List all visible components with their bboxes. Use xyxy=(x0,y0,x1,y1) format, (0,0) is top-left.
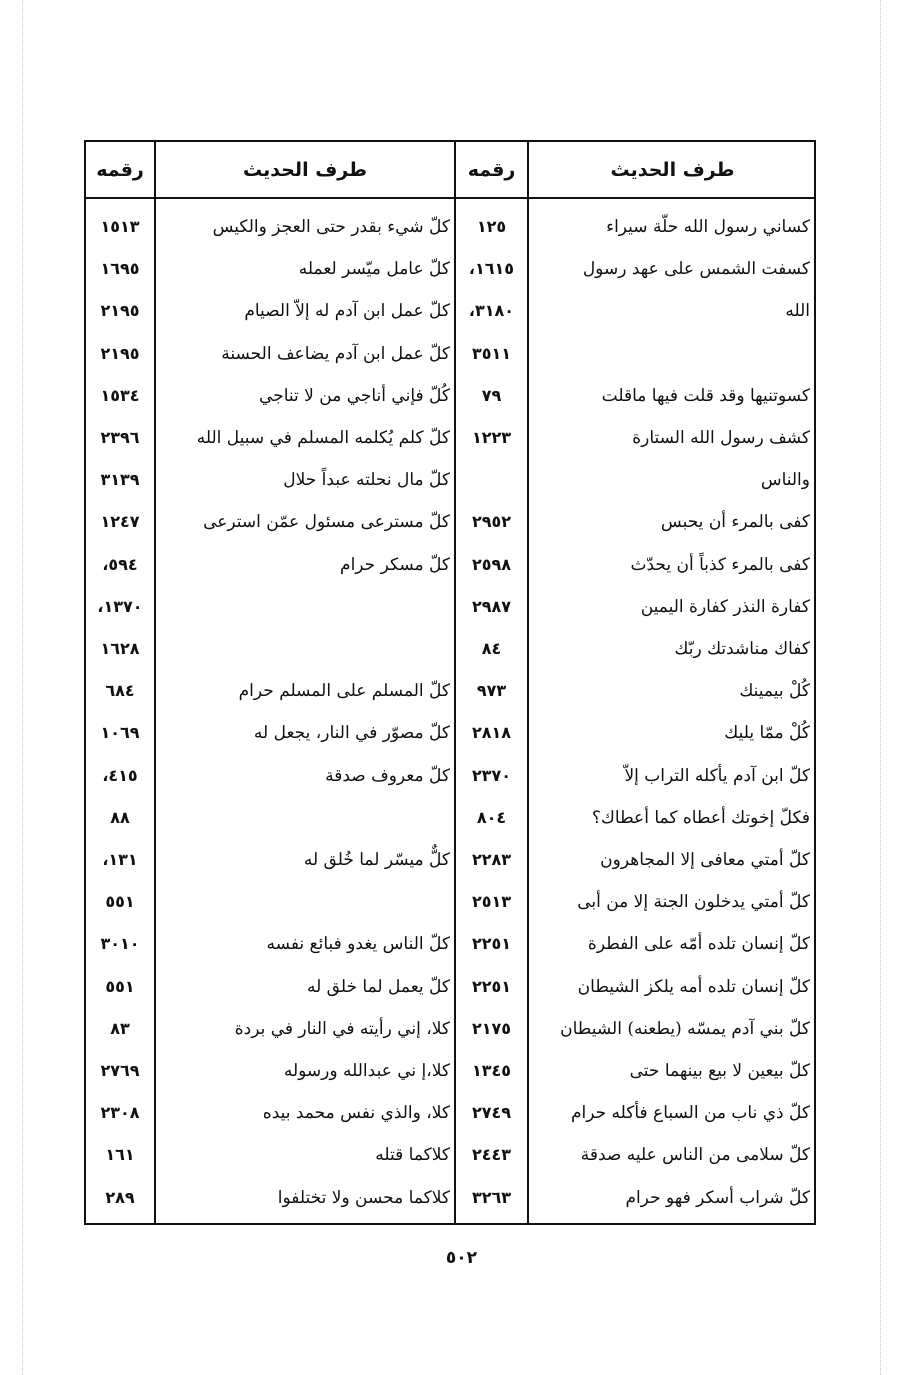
header-right-text: طرف الحديث xyxy=(610,158,735,181)
left-hadith-number: ١٣٧٠، xyxy=(97,596,143,616)
left-hadith-text: كلّ معروف صدقة xyxy=(325,765,450,786)
margin-guide-left xyxy=(22,0,23,1375)
left-hadith-text: كلّ شيء بقدر حتى العجز والكيس xyxy=(212,217,450,237)
left-hadith-text: كُلّ فإني أناجي من لا تناجي xyxy=(259,385,450,406)
header-left-num: رقمه xyxy=(96,158,144,181)
left-hadith-number: ٢١٩٥ xyxy=(100,301,140,321)
right-hadith-number xyxy=(458,460,525,500)
right-hadith-number: ١٢٢٣ xyxy=(471,428,512,447)
right-hadith-text: كلّ ذي ناب من السباع فأكله حرام xyxy=(570,1103,810,1124)
right-hadith-number: ٢٣٧٠ xyxy=(471,765,512,785)
right-hadith-text: كلّ إنسان تلده أمّه على الفطرة xyxy=(587,934,810,955)
column-divider xyxy=(454,142,456,1223)
left-hadith-text xyxy=(162,587,450,627)
right-hadith-number: ٢٢٥١ xyxy=(471,934,512,954)
header-left-text: طرف الحديث xyxy=(243,158,367,181)
right-hadith-number: ١٣٤٥ xyxy=(471,1061,512,1080)
left-hadith-number: ٢٨٩ xyxy=(105,1187,135,1207)
left-hadith-text: كلّ عامل ميّسر لعمله xyxy=(298,259,450,280)
left-hadith-number: ٥٥١ xyxy=(105,892,135,912)
left-hadith-text xyxy=(162,882,450,922)
right-hadith-text xyxy=(536,334,810,374)
page-number: ٥٠٢ xyxy=(445,1248,478,1268)
right-hadith-number: ٣٥١١ xyxy=(471,343,512,363)
left-hadith-number: ٦٨٤ xyxy=(105,681,135,701)
left-hadith-number: ١٥١٣ xyxy=(100,217,140,236)
left-hadith-text: كلاكما محسن ولا تختلفوا xyxy=(277,1187,450,1208)
column-divider xyxy=(527,142,529,1223)
right-hadith-text: كلّ إنسان تلده أمه يلكز الشيطان xyxy=(577,976,810,997)
right-hadith-text: الله xyxy=(785,301,810,322)
left-hadith-text: كلٌّ ميسّر لما خُلق له xyxy=(303,850,450,870)
left-hadith-number: ٣١٣٩ xyxy=(100,470,140,490)
right-hadith-number: ٣٢٦٣ xyxy=(471,1187,512,1207)
right-hadith-number: ٢٥١٣ xyxy=(471,892,512,912)
left-hadith-number: ٢١٩٥ xyxy=(100,343,140,363)
header-right-num: رقمه xyxy=(467,158,516,181)
right-hadith-number: ١٦١٥، xyxy=(468,259,515,279)
left-hadith-number: ٢٣٠٨ xyxy=(100,1103,140,1123)
right-hadith-number: ٢٢٥١ xyxy=(471,976,512,996)
right-hadith-text: كسفت الشمس على عهد رسول xyxy=(582,259,810,280)
left-hadith-number: ١٢٤٧ xyxy=(100,512,140,532)
left-hadith-number: ٤١٥، xyxy=(102,765,138,785)
left-hadith-text: كلّ مسكر حرام xyxy=(340,554,450,575)
right-hadith-text: كفاك مناشدتك ربّك xyxy=(674,639,810,659)
left-hadith-text: كلّ الناس يغدو فبائع نفسه xyxy=(266,934,450,955)
left-hadith-number: ٨٣ xyxy=(110,1018,130,1038)
column-divider xyxy=(154,142,156,1223)
left-hadith-text: كلّ عمل ابن آدم يضاعف الحسنة xyxy=(221,343,450,364)
left-hadith-text: كلّ المسلم على المسلم حرام xyxy=(238,681,450,702)
right-hadith-text: كُلْ بيمينك xyxy=(739,681,810,702)
left-hadith-text: كلّ مال نحلته عبداً حلال xyxy=(283,470,450,491)
right-hadith-text: كُلْ ممّا يليك xyxy=(724,723,810,744)
right-hadith-number: ٢١٧٥ xyxy=(471,1018,512,1038)
right-hadith-text: كفى بالمرء كذباً أن يحدّث xyxy=(630,554,810,575)
left-hadith-number: ٨٨ xyxy=(110,807,130,827)
left-hadith-text: كلا،إ ني عبدالله ورسوله xyxy=(283,1061,450,1081)
left-hadith-number: ٣٠١٠ xyxy=(100,934,140,954)
right-hadith-number: ٧٩ xyxy=(481,385,502,405)
right-hadith-text: كساني رسول الله حلّة سيراء xyxy=(606,217,810,237)
right-hadith-number: ٢٩٥٢ xyxy=(471,512,512,532)
left-hadith-text: كلّ يعمل لما خلق له xyxy=(306,976,450,997)
right-hadith-text: كلّ أمتي يدخلون الجنة إلا من أبى xyxy=(577,892,810,913)
left-hadith-number: ١٠٦٩ xyxy=(100,723,140,743)
right-hadith-number: ٢٥٩٨ xyxy=(471,554,512,574)
left-hadith-text: كلّ مسترعى مسئول عمّن استرعى xyxy=(203,512,450,533)
margin-guide-right xyxy=(880,0,881,1375)
left-hadith-text xyxy=(162,629,450,669)
right-hadith-text: كلّ بني آدم يمسّه (يطعنه) الشيطان xyxy=(560,1018,810,1039)
hadith-index-table xyxy=(84,140,816,1225)
left-hadith-text: كلّ عمل ابن آدم له إلاّ الصيام xyxy=(244,301,450,322)
right-hadith-number: ٢٢٨٣ xyxy=(471,850,512,869)
left-hadith-number: ٥٥١ xyxy=(105,976,135,996)
left-hadith-number: ٥٩٤، xyxy=(102,554,138,574)
right-hadith-text: كلّ بيعين لا بيع بينهما حتى xyxy=(629,1061,810,1081)
right-hadith-text: كفارة النذر كفارة اليمين xyxy=(640,596,810,617)
left-hadith-number: ١٦٩٥ xyxy=(100,259,140,279)
left-hadith-number: ٢٧٦٩ xyxy=(100,1061,140,1080)
right-hadith-text: كشف رسول الله الستارة xyxy=(632,428,810,448)
right-hadith-text: كسوتنيها وقد قلت فيها ماقلت xyxy=(601,385,810,406)
right-hadith-text: كلّ ابن آدم يأكله التراب إلاّ xyxy=(624,765,810,786)
left-hadith-text: كلا، والذي نفس محمد بيده xyxy=(262,1103,450,1124)
right-hadith-number: ٩٧٣ xyxy=(476,681,507,701)
left-hadith-number: ١٦١ xyxy=(105,1145,135,1165)
right-hadith-text: كفى بالمرء أن يحبس xyxy=(660,512,810,533)
left-hadith-number: ٢٣٩٦ xyxy=(100,428,140,447)
header-divider xyxy=(86,197,814,199)
left-hadith-number: ١٣١، xyxy=(102,850,138,869)
left-hadith-number: ١٦٢٨ xyxy=(100,639,140,658)
left-hadith-text: كلّ مصوّر في النار، يجعل له xyxy=(253,723,450,744)
left-hadith-text: كلّ كلم يُكلمه المسلم في سبيل الله xyxy=(196,428,450,448)
right-hadith-text: والناس xyxy=(760,470,810,491)
right-hadith-number: ٣١٨٠، xyxy=(468,301,515,321)
left-hadith-text: كلاكما قتله xyxy=(375,1145,450,1166)
right-hadith-number: ٢٩٨٧ xyxy=(471,596,512,616)
right-hadith-number: ٨٠٤ xyxy=(476,807,507,827)
right-hadith-number: ٢٤٤٣ xyxy=(471,1145,512,1165)
right-hadith-text: فكلّ إخوتك أعطاه كما أعطاك؟ xyxy=(591,807,810,828)
left-hadith-text: كلا، إني رأيته في النار في بردة xyxy=(234,1018,450,1039)
right-hadith-text: كلّ شراب أسكر فهو حرام xyxy=(625,1187,810,1208)
left-hadith-number: ١٥٣٤ xyxy=(100,385,140,405)
left-hadith-text xyxy=(162,798,450,838)
right-hadith-text: كلّ أمتي معافى إلا المجاهرون xyxy=(600,850,810,870)
right-hadith-number: ٢٨١٨ xyxy=(471,723,512,743)
right-hadith-number: ٨٤ xyxy=(481,639,502,658)
right-hadith-text: كلّ سلامى من الناس عليه صدقة xyxy=(580,1145,810,1166)
right-hadith-number: ٢٧٤٩ xyxy=(471,1103,512,1123)
right-hadith-number: ١٢٥ xyxy=(476,217,507,236)
